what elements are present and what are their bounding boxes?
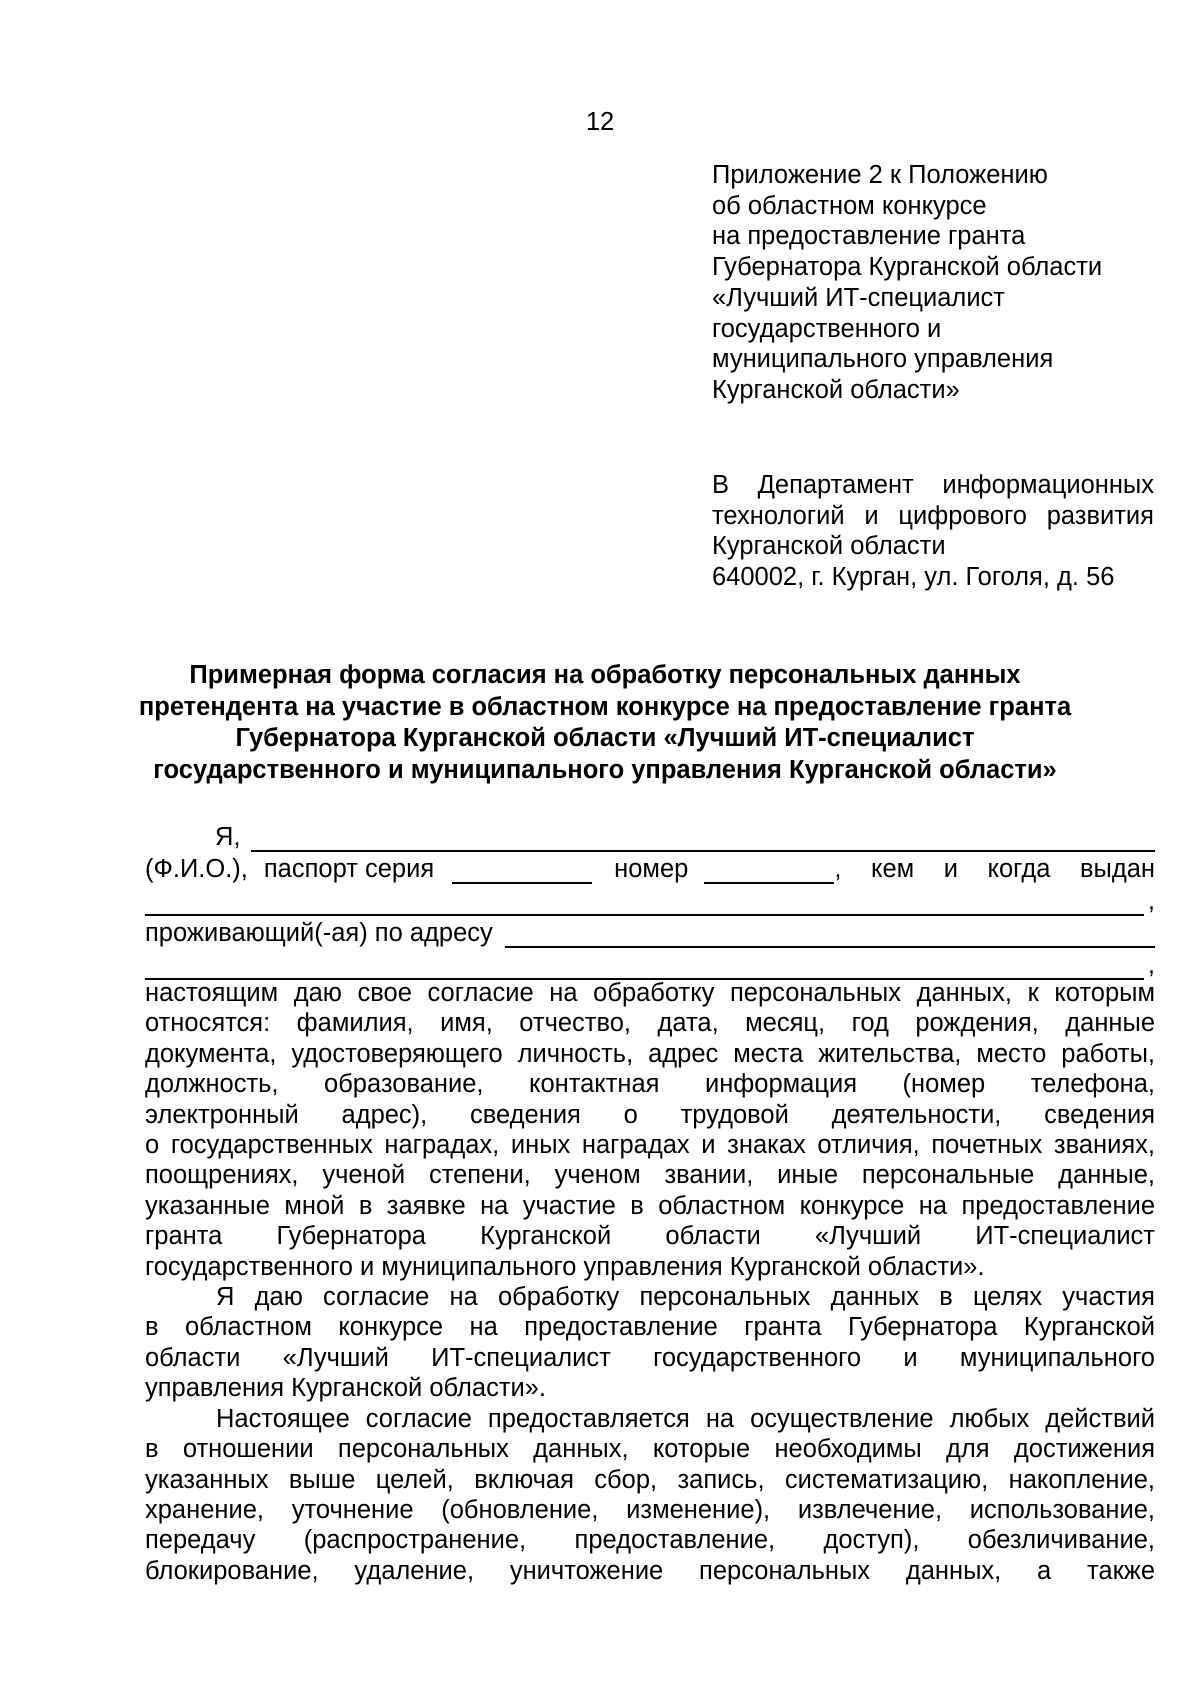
text-line: области «Лучший ИТ-специалист государственного и муниципального — [145, 1343, 1155, 1372]
appendix-line: на предоставление гранта — [712, 222, 1026, 251]
passport-series-blank[interactable] — [452, 858, 592, 884]
appendix-line: государственного и — [712, 314, 942, 343]
comma: , — [1147, 887, 1155, 915]
text-line: документа, удостоверяющего личность, адрес места жительства, место работы, — [145, 1039, 1155, 1068]
residing-label: проживающий(-ая) по адресу — [145, 919, 493, 947]
appendix-line: об областном конкурсе — [712, 191, 987, 220]
paragraph-2 — [145, 1282, 1155, 1404]
addressee-line: технологий и цифрового развития — [712, 501, 1154, 530]
fio-blank[interactable] — [251, 826, 1156, 852]
form-address-line-2 — [145, 948, 1155, 980]
passport-number-blank[interactable] — [704, 858, 834, 884]
text-line: Я даю согласие на обработку персональных данных в целях участия — [216, 1283, 1155, 1312]
title-line: Губернатора Курганской области «Лучший ИТ-специалист — [235, 724, 975, 752]
addressee-line: В Департамент информационных — [712, 471, 1154, 499]
addressee-line: Курганской области — [712, 532, 946, 560]
form-issued-line — [145, 884, 1155, 916]
address-blank[interactable] — [505, 922, 1155, 948]
ya-label: Я, — [215, 823, 241, 851]
fio-label: (Ф.И.О.), — [145, 855, 248, 883]
appendix-line: Губернатора Курганской области — [712, 253, 1103, 282]
comma: , — [1147, 951, 1155, 979]
number-label: номер — [614, 855, 689, 883]
addressee-line: 640002, г. Курган, ул. Гоголя, д. 56 — [712, 562, 1115, 591]
paragraph-1 — [145, 978, 1155, 1282]
text-line: о государственных наградах, иных наградах и знаках отличия, почетных званиях, — [145, 1131, 1155, 1160]
text-line: хранение, уточнение (обновление, изменение), извлечение, использование, — [145, 1495, 1155, 1524]
text-line: указанных выше целей, включая сбор, запись, систематизацию, накопление, — [145, 1465, 1155, 1494]
appendix-line: «Лучший ИТ-специалист — [712, 283, 1005, 312]
appendix-line: Курганской области» — [712, 375, 960, 404]
address-blank-2[interactable] — [145, 954, 1144, 980]
form-name-line — [215, 820, 1155, 852]
appendix-line: муниципального управления — [712, 345, 1054, 374]
text-line: указанные мной в заявке на участие в областном конкурсе на предоставление — [145, 1191, 1155, 1220]
addressee-block — [712, 470, 1154, 592]
text-line: Настоящее согласие предоставляется на осуществление любых действий — [216, 1404, 1155, 1433]
text-line: в отношении персональных данных, которые необходимы для достижения — [145, 1435, 1155, 1464]
text-line: передачу (распространение, предоставление, доступ), обезличивание, — [145, 1526, 1155, 1555]
text-line: государственного и муниципального управления Курганской области». — [145, 1252, 985, 1281]
text-line: блокирование, удаление, уничтожение персональных данных, а также — [145, 1556, 1155, 1585]
title-line: Примерная форма согласия на обработку персональных данных — [189, 661, 1021, 689]
text-line: в областном конкурсе на предоставление гранта Губернатора Курганской — [145, 1313, 1155, 1342]
page-number: 12 — [585, 108, 615, 136]
document-title — [130, 660, 1080, 786]
text-line: управления Курганской области». — [145, 1374, 547, 1403]
title-line: претендента на участие в областном конкурсе на предоставление гранта — [138, 692, 1072, 721]
text-line: настоящим даю свое согласие на обработку персональных данных, к которым — [145, 979, 1155, 1007]
title-line: государственного и муниципального управления Курганской области» — [153, 755, 1057, 784]
text-line: поощрениях, ученой степени, ученом звании, иные персональные данные, — [145, 1161, 1155, 1190]
consent-body — [145, 978, 1155, 1586]
text-line: должность, образование, контактная информация (номер телефона, — [145, 1070, 1155, 1099]
paragraph-3 — [145, 1404, 1155, 1586]
passport-series-label: паспорт серия — [263, 855, 435, 883]
form-passport-line — [145, 852, 1155, 884]
appendix-reference — [712, 160, 1102, 406]
text-line: электронный адрес), сведения о трудовой деятельности, сведения — [145, 1100, 1155, 1129]
form-address-line — [145, 916, 1155, 948]
text-line: относятся: фамилия, имя, отчество, дата, месяц, год рождения, данные — [145, 1009, 1155, 1038]
issued-label: , кем и когда выдан — [834, 855, 1155, 883]
text-line: гранта Губернатора Курганской области «Лучший ИТ-специалист — [145, 1222, 1155, 1251]
issued-by-blank[interactable] — [145, 890, 1144, 916]
appendix-line: Приложение 2 к Положению — [712, 161, 1048, 189]
